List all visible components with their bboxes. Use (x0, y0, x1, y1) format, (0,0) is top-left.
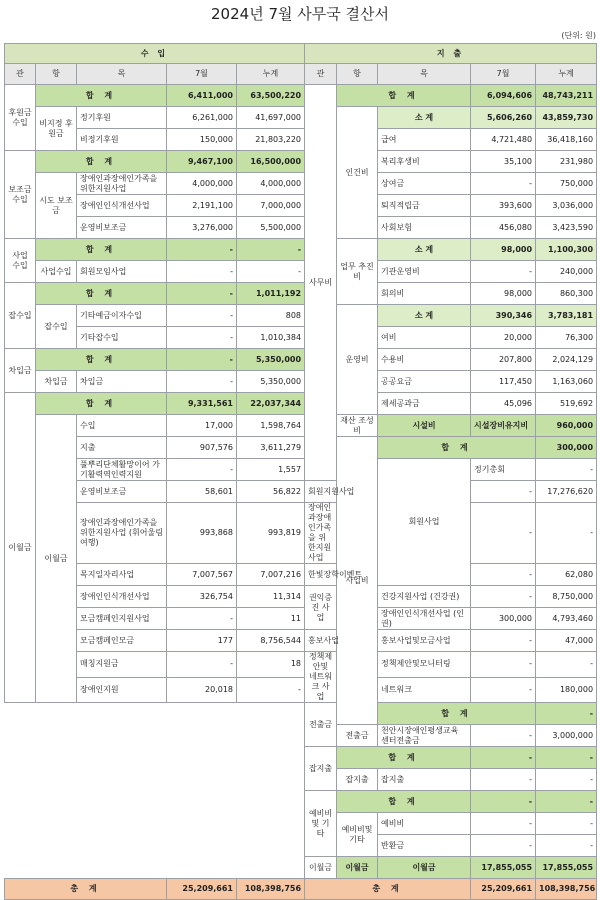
expense-mok: 장애인인식개선사업 (인권) (378, 608, 471, 630)
income-cum: 3,611,279 (237, 437, 305, 459)
income-month: - (167, 305, 237, 327)
expense-mok: 장애인과장애인가족을 위한지원사업 (305, 503, 337, 564)
income-cum: 5,500,000 (237, 217, 305, 239)
expense-month: - (471, 769, 536, 791)
income-cum: 5,350,000 (237, 371, 305, 393)
expense-subtotal-label: 소 계 (378, 305, 471, 327)
income-total-month: - (167, 283, 237, 305)
col-gwan: 관 (5, 64, 36, 85)
income-empty-area (5, 703, 305, 879)
col-hang: 항 (36, 64, 77, 85)
expense-gwan: 잡지출 (305, 747, 337, 791)
income-total-month: 6,411,000 (167, 85, 237, 107)
expense-mok: 사회보험 (378, 217, 471, 239)
income-mok: 장애인과장애인가족을 위한지원사업 (77, 173, 167, 195)
expense-mok: 회의비 (378, 283, 471, 305)
expense-mok: 정책제안및모니터링 (378, 652, 471, 678)
page-title: 2024년 7월 사무국 결산서 (211, 5, 389, 23)
income-cum: 11,314 (237, 586, 305, 608)
expense-month: 393,600 (471, 195, 536, 217)
income-cum: 4,000,000 (237, 173, 305, 195)
expense-month: 960,000 (536, 415, 597, 437)
expense-total-month: 6,094,606 (471, 85, 536, 107)
expense-total-month: - (471, 747, 536, 769)
expense-mok: 천안시장애인평생교육 센터전출금 (378, 725, 471, 747)
expense-hang: 시설비 (378, 415, 471, 437)
income-total-month: 9,331,561 (167, 393, 237, 415)
income-mok: 차입금 (77, 371, 167, 393)
expense-gwan: 사무비 (305, 85, 337, 481)
income-mok: 기타잡수입 (77, 327, 167, 349)
income-total-label: 합 계 (36, 283, 167, 305)
col-hang: 항 (337, 64, 378, 85)
income-mok: 비정기후원 (77, 129, 167, 151)
expense-cum: 47,000 (536, 630, 597, 652)
income-total-month: - (167, 239, 237, 261)
expense-cum: - (536, 813, 597, 835)
expense-total-label: 합 계 (337, 791, 471, 813)
income-mok: 장애인인식개선사업 (77, 586, 167, 608)
expense-cum: 3,000,000 (536, 725, 597, 747)
col-cum: 누계 (237, 64, 305, 85)
income-hang: 차입금 (36, 371, 77, 393)
income-total-cum: 5,350,000 (237, 349, 305, 371)
income-gwan: 사업 수입 (5, 239, 36, 283)
col-month: 7월 (471, 64, 536, 85)
expense-cum: 4,793,460 (536, 608, 597, 630)
expense-month: - (471, 261, 536, 283)
expense-total-cum: - (536, 791, 597, 813)
income-mok: 수입 (77, 415, 167, 437)
expense-subtotal-cum: 3,783,181 (536, 305, 597, 327)
income-cum: 21,803,220 (237, 129, 305, 151)
expense-month: 98,000 (471, 283, 536, 305)
income-cum: 7,000,000 (237, 195, 305, 217)
income-total-month: 9,467,100 (167, 151, 237, 173)
income-month: 17,000 (167, 415, 237, 437)
income-section-header: 수 입 (5, 44, 305, 64)
income-mok: 장애인인식개선사업 (77, 195, 167, 217)
expense-month: - (471, 677, 536, 703)
expense-hang: 운영비 (337, 305, 378, 415)
expense-mok: 이월금 (378, 857, 471, 879)
income-gwan: 후원금 수입 (5, 85, 36, 151)
grand-total-expense-cum: 108,398,756 (536, 879, 597, 900)
income-month: - (167, 371, 237, 393)
expense-cum: 76,300 (536, 327, 597, 349)
expense-mok: 시설장비유지비 (471, 415, 536, 437)
expense-cum: - (536, 503, 597, 564)
expense-cum: 36,418,160 (536, 129, 597, 151)
expense-cum: 3,423,590 (536, 217, 597, 239)
expense-mok: 네트워크 (378, 677, 471, 703)
expense-mok: 공공요금 (378, 371, 471, 393)
expense-gwan: 사업비 (337, 437, 378, 725)
income-month: 6,261,000 (167, 107, 237, 129)
income-cum: 1,598,764 (237, 415, 305, 437)
grand-total-label: 총 계 (305, 879, 471, 900)
income-cum: - (237, 261, 305, 283)
expense-month: 117,450 (471, 371, 536, 393)
expense-cum: 519,692 (536, 393, 597, 415)
expense-subtotal-month: 390,346 (471, 305, 536, 327)
income-total-cum: 22,037,344 (237, 393, 305, 415)
expense-month: - (536, 459, 597, 481)
expense-total-month: 300,000 (536, 437, 597, 459)
expense-cum: - (536, 769, 597, 791)
expense-month: 45,096 (471, 393, 536, 415)
income-month: 150,000 (167, 129, 237, 151)
income-month: 2,191,100 (167, 195, 237, 217)
expense-mok: 회원지원사업 (305, 481, 337, 503)
expense-mok: 정기총회 (471, 459, 536, 481)
expense-mok: 제세공과금 (378, 393, 471, 415)
expense-hang: 업무 추진비 (337, 239, 378, 305)
income-month: 20,018 (167, 677, 237, 703)
expense-month: - (471, 835, 536, 857)
income-cum: - (237, 677, 305, 703)
col-mok: 목 (77, 64, 167, 85)
expense-cum: 2,024,129 (536, 349, 597, 371)
income-cum: 993,819 (237, 503, 305, 564)
expense-subtotal-cum: 43,859,730 (536, 107, 597, 129)
expense-month: - (471, 630, 536, 652)
income-month: - (167, 459, 237, 481)
expense-mok: 홍보사업및모금사업 (378, 630, 471, 652)
income-cum: 11 (237, 608, 305, 630)
income-hang: 잡수입 (36, 305, 77, 349)
expense-total-cum: 48,743,211 (536, 85, 597, 107)
expense-mok: 복리후생비 (378, 151, 471, 173)
income-cum: 1,010,384 (237, 327, 305, 349)
expense-cum: 17,276,620 (536, 481, 597, 503)
expense-mok: 급여 (378, 129, 471, 151)
expense-cum: 180,000 (536, 677, 597, 703)
income-cum: 41,697,000 (237, 107, 305, 129)
expense-section-header: 지 출 (305, 44, 597, 64)
income-mok: 회원모임사업 (77, 261, 167, 283)
income-hang: 이월금 (36, 415, 77, 703)
income-total-label: 합 계 (36, 85, 167, 107)
expense-cum: 1,163,060 (536, 371, 597, 393)
expense-total-label: 합 계 (378, 437, 536, 459)
expense-cum: 231,980 (536, 151, 597, 173)
col-month: 7월 (167, 64, 237, 85)
income-gwan: 이월금 (5, 393, 36, 703)
income-month: - (167, 608, 237, 630)
income-month: 7,007,567 (167, 564, 237, 586)
expense-month: - (471, 503, 536, 564)
expense-month: - (471, 481, 536, 503)
expense-month: 35,100 (471, 151, 536, 173)
income-total-month: - (167, 349, 237, 371)
expense-hang: 전출금 (337, 725, 378, 747)
income-mok: 지출 (77, 437, 167, 459)
expense-hang: 권익증진 사업 (305, 586, 337, 630)
income-month: 58,601 (167, 481, 237, 503)
income-mok: 장애인지원 (77, 677, 167, 703)
expense-hang: 예비비및 기타 (337, 813, 378, 857)
income-mok: 기타예금이자수입 (77, 305, 167, 327)
income-total-cum: 16,500,000 (237, 151, 305, 173)
income-mok: 모금캠페인모금 (77, 630, 167, 652)
expense-mok: 예비비 (378, 813, 471, 835)
expense-gwan: 예비비 및 기타 (305, 791, 337, 857)
expense-cum: 17,855,055 (536, 857, 597, 879)
expense-month: 17,855,055 (471, 857, 536, 879)
expense-mok: 건강지원사업 (건강권) (378, 586, 471, 608)
expense-mok: 기관운영비 (378, 261, 471, 283)
expense-subtotal-cum: 1,100,300 (536, 239, 597, 261)
expense-cum: - (536, 652, 597, 678)
expense-total-month: - (536, 703, 597, 725)
expense-total-label: 합 계 (337, 85, 471, 107)
expense-cum: 240,000 (536, 261, 597, 283)
expense-month: 456,080 (471, 217, 536, 239)
income-mok: 모금캠페인지원사업 (77, 608, 167, 630)
income-cum: 56,822 (237, 481, 305, 503)
expense-month: - (471, 725, 536, 747)
expense-total-label: 합 계 (378, 703, 536, 725)
expense-hang: 이월금 (337, 857, 378, 879)
expense-gwan: 이월금 (305, 857, 337, 879)
income-month: - (167, 327, 237, 349)
income-mok: 운영비보조금 (77, 481, 167, 503)
income-month: 326,754 (167, 586, 237, 608)
income-mok: 풀뿌리단체활망이어 가기활력역인력지원 (77, 459, 167, 481)
expense-mok: 상여금 (378, 173, 471, 195)
expense-mok: 여비 (378, 327, 471, 349)
expense-month: 300,000 (471, 608, 536, 630)
expense-mok: 퇴직적립금 (378, 195, 471, 217)
income-cum: 18 (237, 652, 305, 678)
income-hang: 시도 보조금 (36, 173, 77, 239)
income-hang: 비지정 후원금 (36, 107, 77, 151)
expense-subtotal-label: 소 계 (378, 107, 471, 129)
income-total-cum: - (237, 239, 305, 261)
income-total-label: 합 계 (36, 393, 167, 415)
income-month: 3,276,000 (167, 217, 237, 239)
income-mok: 장애인과장애인가족을 위한지원사업 (휘어울림여행) (77, 503, 167, 564)
grand-total-income-cum: 108,398,756 (237, 879, 305, 900)
expense-hang: 인건비 (337, 107, 378, 239)
expense-month: - (471, 173, 536, 195)
expense-cum: 8,750,000 (536, 586, 597, 608)
income-gwan: 잡수입 (5, 283, 36, 349)
col-gwan: 관 (305, 64, 337, 85)
income-cum: 1,557 (237, 459, 305, 481)
expense-month: - (471, 564, 536, 586)
grand-total-label: 총 계 (5, 879, 167, 900)
expense-total-cum: - (536, 747, 597, 769)
expense-hang: 회원사업 (378, 459, 471, 586)
income-mok: 정기후원 (77, 107, 167, 129)
col-cum: 누계 (536, 64, 597, 85)
expense-gwan: 전출금 (305, 703, 337, 747)
unit-note: (단위: 원) (561, 31, 596, 40)
expense-month: 20,000 (471, 327, 536, 349)
income-hang: 사업수입 (36, 261, 77, 283)
expense-month: 4,721,480 (471, 129, 536, 151)
expense-month: - (471, 652, 536, 678)
settlement-table (4, 43, 597, 900)
expense-month: 207,800 (471, 349, 536, 371)
col-mok: 목 (378, 64, 471, 85)
expense-hang: 잡지출 (337, 769, 378, 791)
expense-cum: 62,080 (536, 564, 597, 586)
income-month: - (167, 261, 237, 283)
grand-total-income-month: 25,209,661 (167, 879, 237, 900)
income-mok: 운영비보조금 (77, 217, 167, 239)
expense-mok: 잡지출 (378, 769, 471, 791)
expense-cum: 3,036,000 (536, 195, 597, 217)
expense-subtotal-month: 98,000 (471, 239, 536, 261)
income-month: 993,868 (167, 503, 237, 564)
expense-month: - (471, 813, 536, 835)
expense-cum: 750,000 (536, 173, 597, 195)
income-total-label: 합 계 (36, 239, 167, 261)
income-cum: 7,007,216 (237, 564, 305, 586)
expense-subtotal-month: 5,606,260 (471, 107, 536, 129)
income-total-label: 합 계 (36, 151, 167, 173)
expense-cum: 860,300 (536, 283, 597, 305)
income-gwan: 차입금 (5, 349, 36, 393)
income-month: - (167, 652, 237, 678)
income-gwan: 보조금 수입 (5, 151, 36, 239)
income-total-cum: 1,011,192 (237, 283, 305, 305)
expense-total-label: 합 계 (337, 747, 471, 769)
income-mok: 목지일자리사업 (77, 564, 167, 586)
income-total-label: 합 계 (36, 349, 167, 371)
expense-gwan: 재산 조성비 (337, 415, 378, 437)
income-cum: 808 (237, 305, 305, 327)
income-month: 907,576 (167, 437, 237, 459)
expense-mok: 반환금 (378, 835, 471, 857)
grand-total-expense-month: 25,209,661 (471, 879, 536, 900)
expense-hang: 정책제안및 네트워크 사업 (305, 652, 337, 703)
income-mok: 매칭지원금 (77, 652, 167, 678)
expense-subtotal-label: 소 계 (378, 239, 471, 261)
expense-cum: - (536, 835, 597, 857)
income-cum: 8,756,544 (237, 630, 305, 652)
expense-total-month: - (471, 791, 536, 813)
income-month: 177 (167, 630, 237, 652)
expense-mok: 수용비 (378, 349, 471, 371)
expense-mok: 한빛장학이벤트 (305, 564, 337, 586)
income-month: 4,000,000 (167, 173, 237, 195)
expense-hang: 홍보사업 (305, 630, 337, 652)
income-total-cum: 63,500,220 (237, 85, 305, 107)
expense-month: - (471, 586, 536, 608)
